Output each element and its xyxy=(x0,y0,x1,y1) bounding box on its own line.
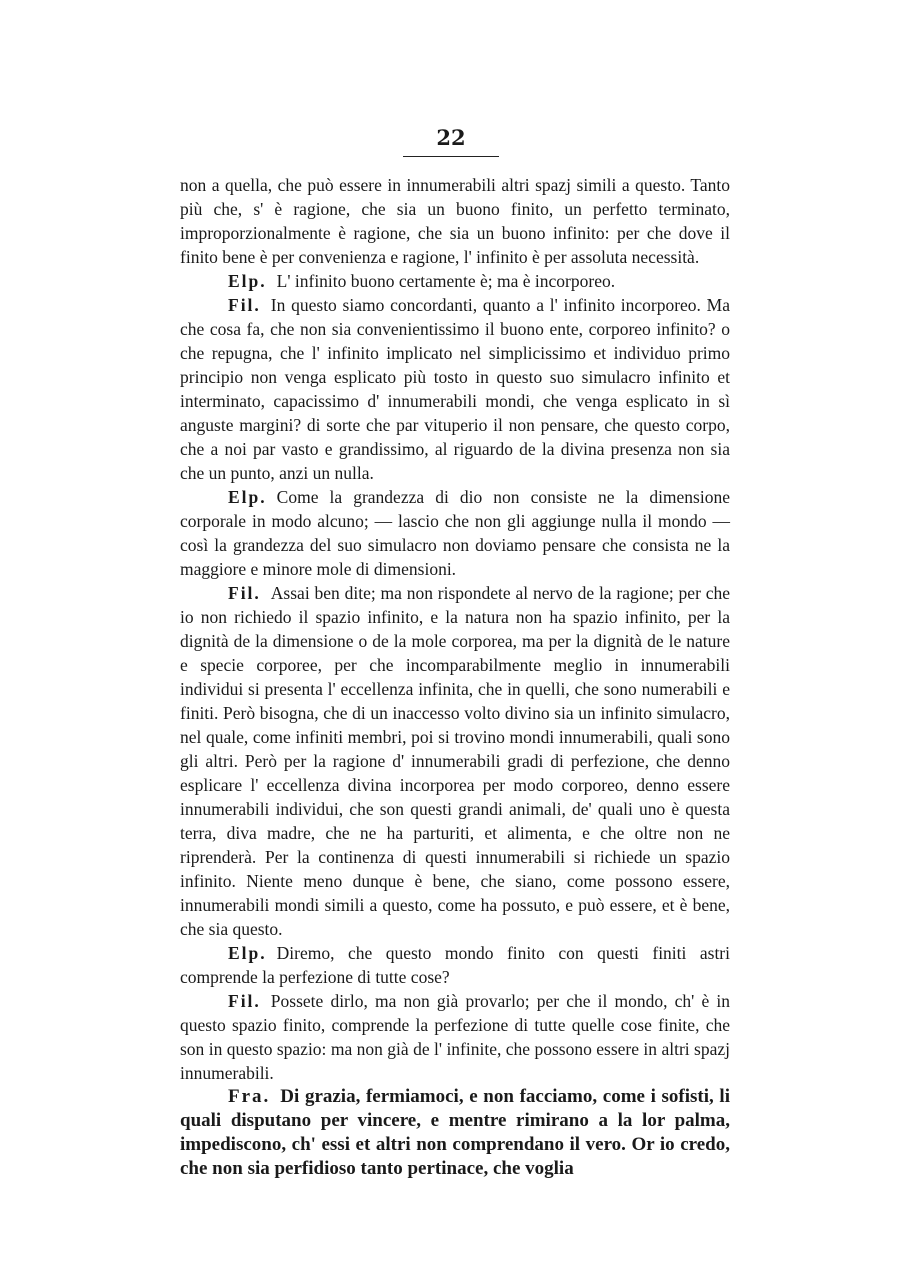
dialogue-text xyxy=(180,173,730,1181)
paragraph-filoteo xyxy=(180,581,730,941)
paragraph-continuation xyxy=(180,173,730,269)
paragraph-text: Di grazia, fermiamoci, e non facciamo, come i sofisti, li quali disputano per vincere, e mentre rimirano a la lor palma, impediscono, ch' essi et altri non comprendano il vero. Or io credo, che non sia perfidioso tanto pertinace, che voglia xyxy=(180,1086,730,1179)
speaker-name: Fil. xyxy=(228,991,261,1011)
speaker-name: Fil. xyxy=(228,583,261,603)
paragraph-text: L' infinito buono certamente è; ma è incorporeo. xyxy=(276,271,616,291)
paragraph-filoteo xyxy=(180,293,730,485)
paragraph-text: Assai ben dite; ma non rispondete al nervo de la ragione; per che io non richiedo il spazio infinito, e la natura non ha spazio infinito, per la dignità de la dimensione o de la mole corporea, ma per la dignità de le nature e specie corporee, per che incomparabilmente meglio in innumerabili individui si presenta l' eccellenza infinita, che in quelli, che sono numerabili e finiti. Però bisogna, che di un inaccesso volto divino sia un infinito simulacro, nel quale, come infiniti membri, poi si trovino mondi innumerabili, quali sono gli altri. Però per la ragione d' innumerabili gradi di perfezione, che denno esplicare l' eccellenza divina incorporea per modo corporeo, denno essere innumerabili individui, che son questi grandi animali, de' quali uno è questa terra, diva madre, che ne ha parturiti, et alimenta, e che oltre non ne riprenderà. Per la continenza di questi innumerabili si richiede un spazio infinito. Niente meno dunque è bene, che siano, come possono essere, innumerabili mondi simili a questo, come ha possuto, e può essere, et è bene, che sia questo. xyxy=(180,583,730,939)
paragraph-text: Possete dirlo, ma non già provarlo; per che il mondo, ch' è in questo spazio finito, comprende la perfezione di tutte quelle cose finite, che son in questo spazio: ma non già de l' infinite, che possono essere in altri spazj innumerabili. xyxy=(180,991,730,1083)
paragraph-text: Diremo, che questo mondo finito con questi finiti astri comprende la perfezione di tutte cose? xyxy=(180,943,730,987)
paragraph-text: In questo siamo concordanti, quanto a l' infinito incorporeo. Ma che cosa fa, che non sia convenientissimo il buono ente, corporeo infinito? o che repugna, che l' infinito implicato nel simplicissimo et individuo primo principio non venga esplicato più tosto in questo suo simulacro infinito et interminato, capacissimo d' innumerabili mondi, che venga esplicato in sì anguste margini? di sorte che par vituperio il non pensare, che questo corpo, che a noi par vasto e grandissimo, al riguardo de la divina presenza non sia che un punto, anzi un nulla. xyxy=(180,295,730,483)
paragraph-filoteo xyxy=(180,989,730,1085)
speaker-name: Fil. xyxy=(228,295,261,315)
header-rule xyxy=(403,156,499,157)
paragraph-text: non a quella, che può essere in innumerabili altri spazj simili a questo. Tanto più che, s' è ragione, che sia un buono finito, un perfetto terminato, improporzionalmente è ragione, che sia un buono infinito: per che dove il finito bene è per convenienza e ragione, l' infinito è per assoluta necessità. xyxy=(180,175,730,267)
speaker-name: Fra. xyxy=(228,1086,271,1107)
paragraph-text: Come la grandezza di dio non consiste ne la dimensione corporale in modo alcuno; — lascio che non gli aggiunge nulla il mondo — così la grandezza del suo simulacro non doviamo pensare che consista ne la maggiore e minore mole di dimensioni. xyxy=(180,487,730,579)
speaker-name: Elp. xyxy=(228,943,267,963)
page-number: 22 xyxy=(436,125,466,150)
speaker-name: Elp. xyxy=(228,487,267,507)
speaker-name: Elp. xyxy=(228,271,267,291)
paragraph-elpino xyxy=(180,941,730,989)
paragraph-elpino xyxy=(180,485,730,581)
paragraph-fracastorio xyxy=(180,1085,730,1181)
paragraph-elpino xyxy=(180,269,730,293)
